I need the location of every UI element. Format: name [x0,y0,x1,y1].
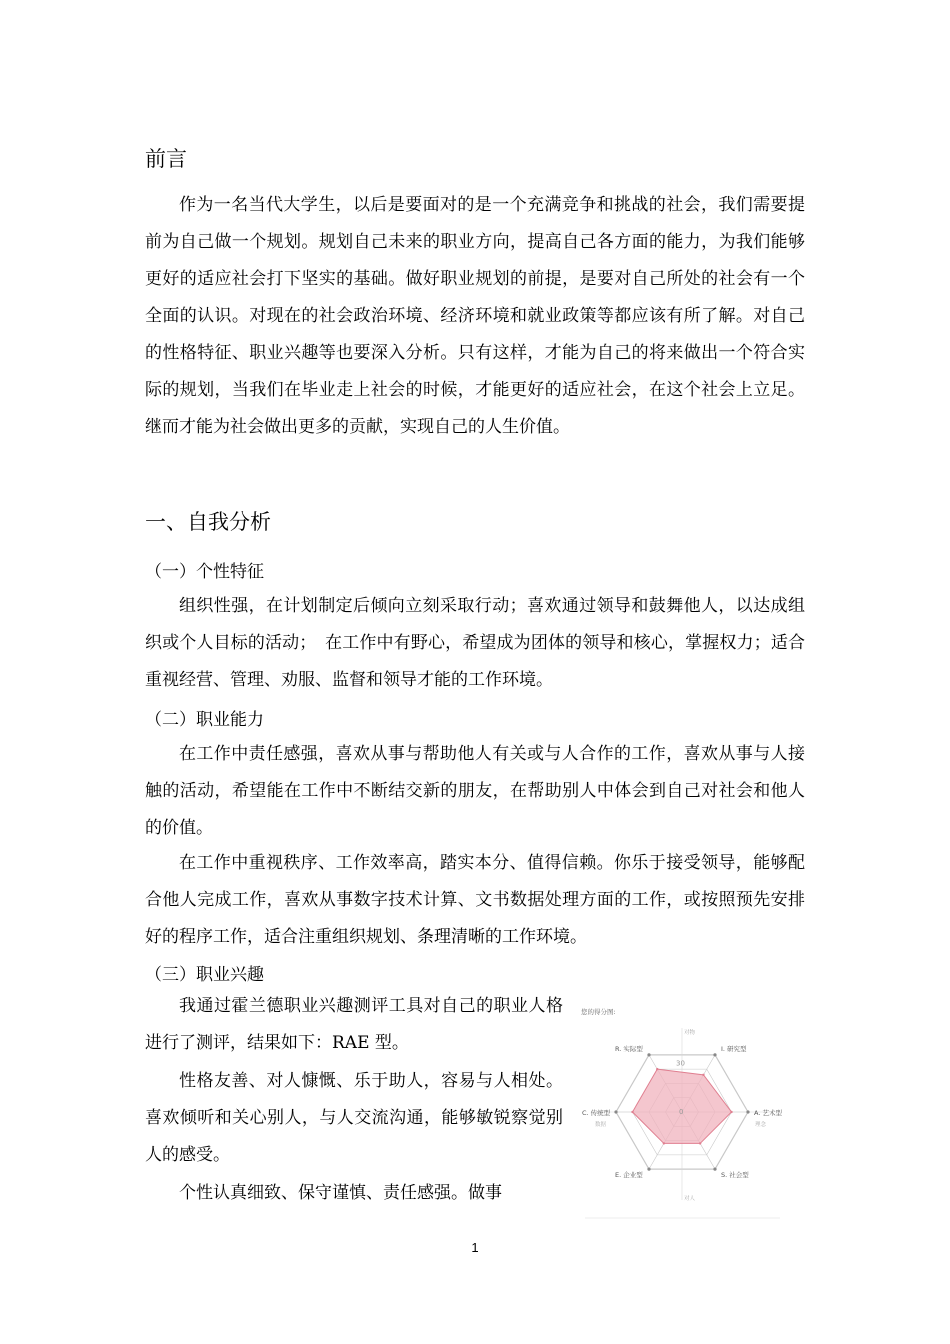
subsection-heading-interest: （三）职业兴趣 [145,965,264,985]
radar-data-point [656,1068,658,1070]
radar-outer-label: 对人 [684,1196,696,1202]
radar-outer-label: 数据 [595,1122,607,1128]
radar-axis-label: S. 社会型 [721,1171,749,1180]
chart-title: 您的得分图: [581,1008,616,1016]
interest-paragraph-2: 性格友善、对人慷慨、乐于助人，容易与人相处。喜欢倾听和关心别人，与人交流沟通，能够敏锐察觉别人的感受。 [145,1071,563,1165]
radar-data-point [702,1074,704,1076]
radar-data-point [631,1111,633,1113]
radar-axis-label: A. 艺术型 [754,1109,782,1117]
interest-paragraph-1: 我通过霍兰德职业兴趣测评工具对自己的职业人格进行了测评，结果如下：RAE 型。 [145,996,563,1053]
radar-axis-label: E. 企业型 [615,1171,643,1180]
subsection-heading-personality: （一）个性特征 [145,562,264,582]
radar-axis-marker [713,1168,716,1171]
radar-outer-label: 理念 [755,1122,767,1128]
radar-axis-label: I. 研究型 [721,1044,747,1053]
radar-outer-label: 对物 [684,1030,696,1036]
radar-tick-label: 30 [676,1059,685,1068]
subsection-heading-ability: （二）职业能力 [145,710,264,730]
ability-paragraph-2: 在工作中重视秩序、工作效率高，踏实本分、值得信赖。你乐于接受领导，能够配合他人完成工作，喜欢从事数字技术计算、文书数据处理方面的工作，或按照预先安排好的程序工作，适合注重组织规划、条理清晰的工作环境。 [145,853,805,947]
page-number: 1 [471,1240,479,1255]
personality-paragraph: 组织性强，在计划制定后倾向立刻采取行动；喜欢通过领导和鼓舞他人，以达成组织或个人目标的活动； 在工作中有野心，希望成为团体的领导和核心，掌握权力；适合重视经营、管理、劝服、监督和领导才能的工作环境。 [145,596,805,690]
holland-radar-chart [575,1000,790,1220]
radar-axis-marker [746,1110,749,1113]
radar-axis-label: C. 传统型 [582,1109,611,1117]
radar-data-point [699,1142,701,1144]
radar-tick-label: 0 [679,1108,684,1116]
preface-paragraph: 作为一名当代大学生，以后是要面对的是一个充满竞争和挑战的社会，我们需要提前为自己做一个规划。规划自己未来的职业方向，提高自己各方面的能力，为我们能够更好的适应社会打下坚实的基础。做好职业规划的前提，是要对自己所处的社会有一个全面的认识。对现在的社会政治环境、经济环境和就业政策等都应该有所了解。对自己的性格特征、职业兴趣等也要深入分析。只有这样，才能为自己的将来做出一个符合实际的规划，当我们在毕业走上社会的时候，才能更好的适应社会，在这个社会上立足。继而才能为社会做出更多的贡献，实现自己的人生价值。 [145,195,805,437]
section-heading-self-analysis: 一、自我分析 [145,510,271,534]
radar-data-point [730,1111,732,1113]
radar-axis-marker [647,1168,650,1171]
radar-axis-marker [647,1053,650,1056]
preface-heading: 前言 [145,147,187,171]
radar-axis-marker [713,1053,716,1056]
ability-paragraph-1: 在工作中责任感强，喜欢从事与帮助他人有关或与人合作的工作，喜欢从事与人接触的活动，希望能在工作中不断结交新的朋友，在帮助别人中体会到自己对社会和他人的价值。 [145,744,805,838]
interest-paragraph-3: 个性认真细致、保守谨慎、责任感强。做事 [179,1183,502,1203]
radar-axis-marker [614,1110,617,1113]
radar-data-point [663,1142,665,1144]
radar-axis-label: R. 实际型 [615,1044,643,1053]
